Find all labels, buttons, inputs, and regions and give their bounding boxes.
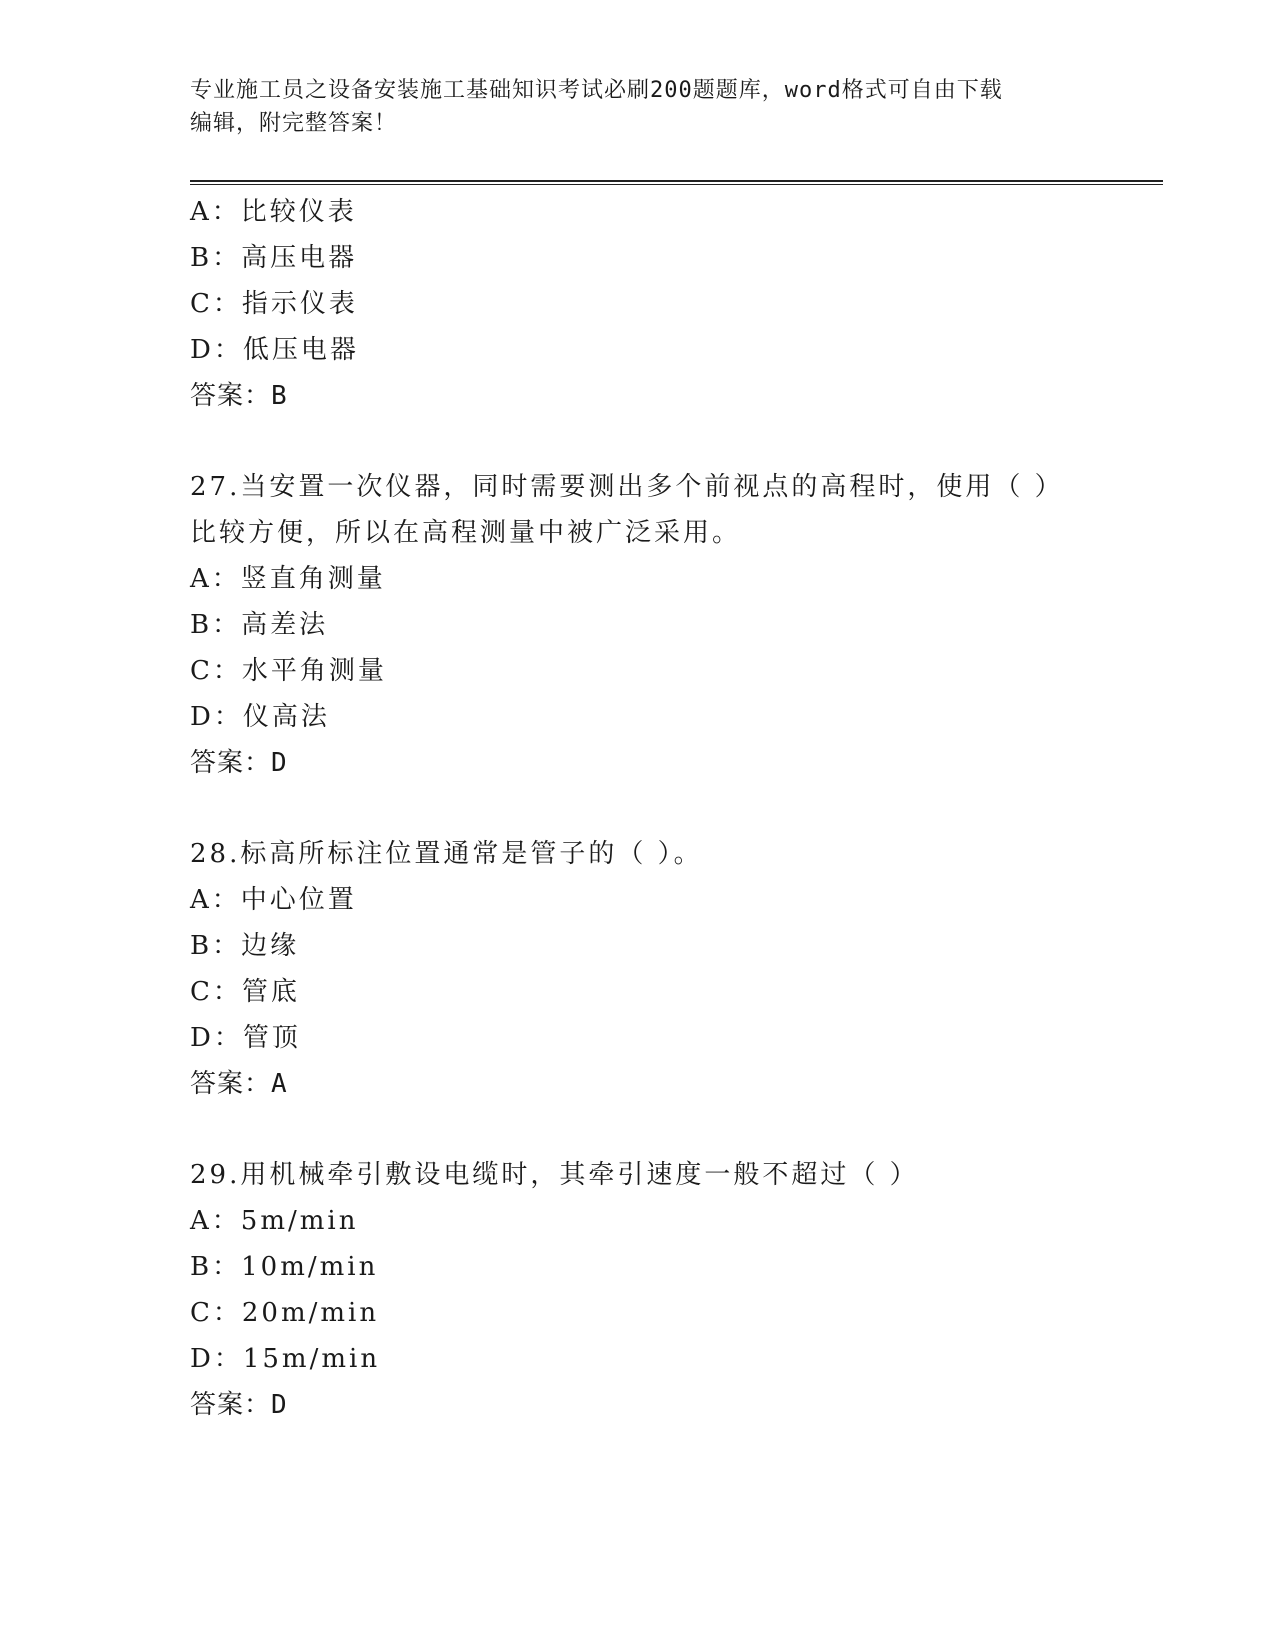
option-a: A：中心位置	[190, 885, 357, 915]
question-28-block	[190, 831, 1150, 1107]
page-header	[190, 74, 1090, 140]
answer-line: 答案：B	[190, 381, 288, 411]
question-spacer	[190, 419, 1150, 464]
option-b: B：10m/min	[190, 1252, 379, 1282]
header-line-1: 专业施工员之设备安装施工基础知识考试必刷200题题库，word格式可自由下载	[190, 78, 1003, 103]
question-stem: 28.标高所标注位置通常是管子的（ ）。	[190, 839, 703, 869]
header-divider	[190, 180, 1163, 185]
option-a: A：比较仪表	[190, 197, 357, 227]
option-a: A：竖直角测量	[190, 564, 386, 594]
question-stem-continued: 比较方便，所以在高程测量中被广泛采用。	[190, 518, 742, 548]
option-d: D：低压电器	[190, 335, 359, 365]
question-29-block	[190, 1152, 1150, 1428]
option-d: D：15m/min	[190, 1344, 381, 1374]
question-stem: 27.当安置一次仪器，同时需要测出多个前视点的高程时，使用（ ）	[190, 472, 1064, 502]
option-c: C：20m/min	[190, 1298, 380, 1328]
option-c: C：管底	[190, 977, 300, 1007]
question-stem: 29.用机械牵引敷设电缆时，其牵引速度一般不超过（ ）	[190, 1160, 919, 1190]
question-spacer	[190, 786, 1150, 831]
option-b: B：边缘	[190, 931, 300, 961]
option-d: D：管顶	[190, 1023, 301, 1053]
option-b: B：高压电器	[190, 243, 358, 273]
question-spacer	[190, 1107, 1150, 1152]
answer-line: 答案：A	[190, 1069, 288, 1099]
answer-line: 答案：D	[190, 748, 288, 778]
question-26-block	[190, 189, 1150, 419]
option-c: C：水平角测量	[190, 656, 387, 686]
question-27-block	[190, 464, 1150, 786]
header-line-2: 编辑，附完整答案！	[190, 111, 398, 136]
question-list	[190, 189, 1150, 1428]
option-c: C：指示仪表	[190, 289, 358, 319]
option-d: D：仪高法	[190, 702, 330, 732]
option-a: A：5m/min	[190, 1206, 359, 1236]
option-b: B：高差法	[190, 610, 329, 640]
answer-line: 答案：D	[190, 1390, 288, 1420]
